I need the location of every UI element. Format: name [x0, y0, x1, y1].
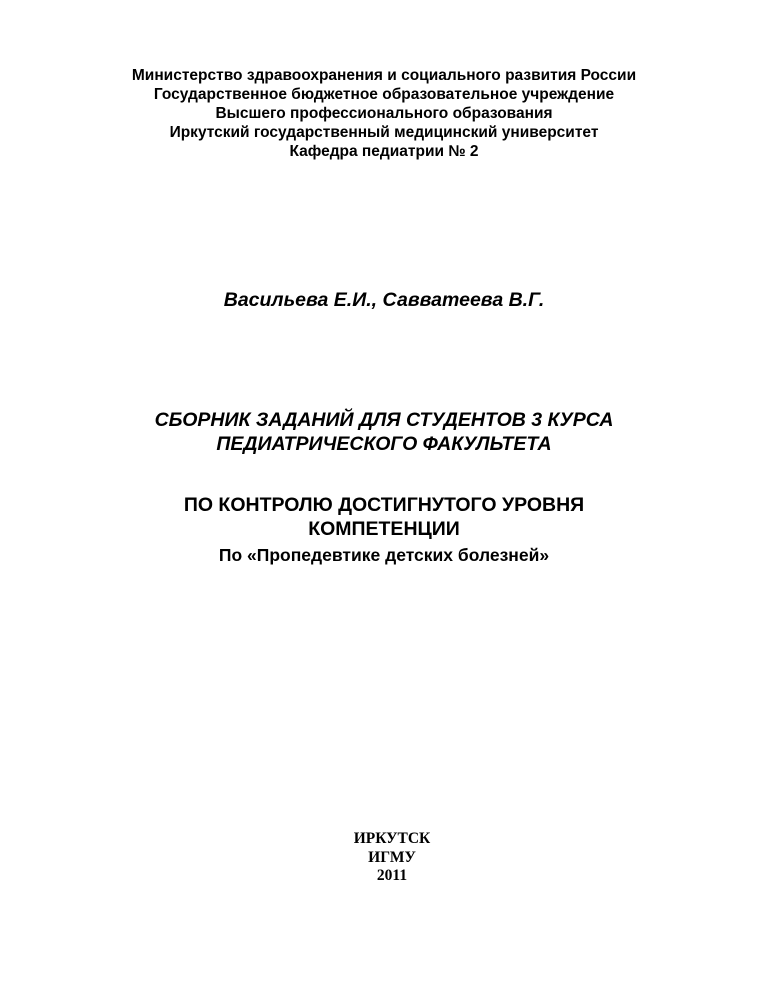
document-title — [0, 408, 768, 456]
title-line-1: СБОРНИК ЗАДАНИЙ ДЛЯ СТУДЕНТОВ 3 КУРСА — [154, 409, 614, 431]
ministry-line: Министерство здравоохранения и социального развития России — [131, 67, 637, 84]
subtitle-line-1: ПО КОНТРОЛЮ ДОСТИГНУТОГО УРОВНЯ — [183, 494, 585, 516]
discipline-line: По «Пропедевтике детских болезней» — [218, 545, 550, 565]
imprint-publisher: ИГМУ — [368, 848, 416, 866]
imprint-year: 2011 — [376, 867, 408, 884]
education-level-line: Высшего профессионального образования — [215, 105, 553, 122]
document-subtitle — [0, 493, 768, 566]
institution-type-line: Государственное бюджетное образовательное учреждение — [153, 86, 615, 103]
authors-line: Васильева Е.И., Савватеева В.Г. — [223, 289, 545, 311]
university-line: Иркутский государственный медицинский университет — [169, 124, 599, 141]
subtitle-line-2: КОМПЕТЕНЦИИ — [308, 518, 460, 540]
department-line: Кафедра педиатрии № 2 — [289, 143, 479, 160]
imprint-city: ИРКУТСК — [353, 830, 431, 847]
imprint — [8, 830, 768, 886]
authors — [0, 288, 768, 312]
institution-header — [0, 66, 768, 161]
title-line-2: ПЕДИАТРИЧЕСКОГО ФАКУЛЬТЕТА — [216, 433, 552, 455]
